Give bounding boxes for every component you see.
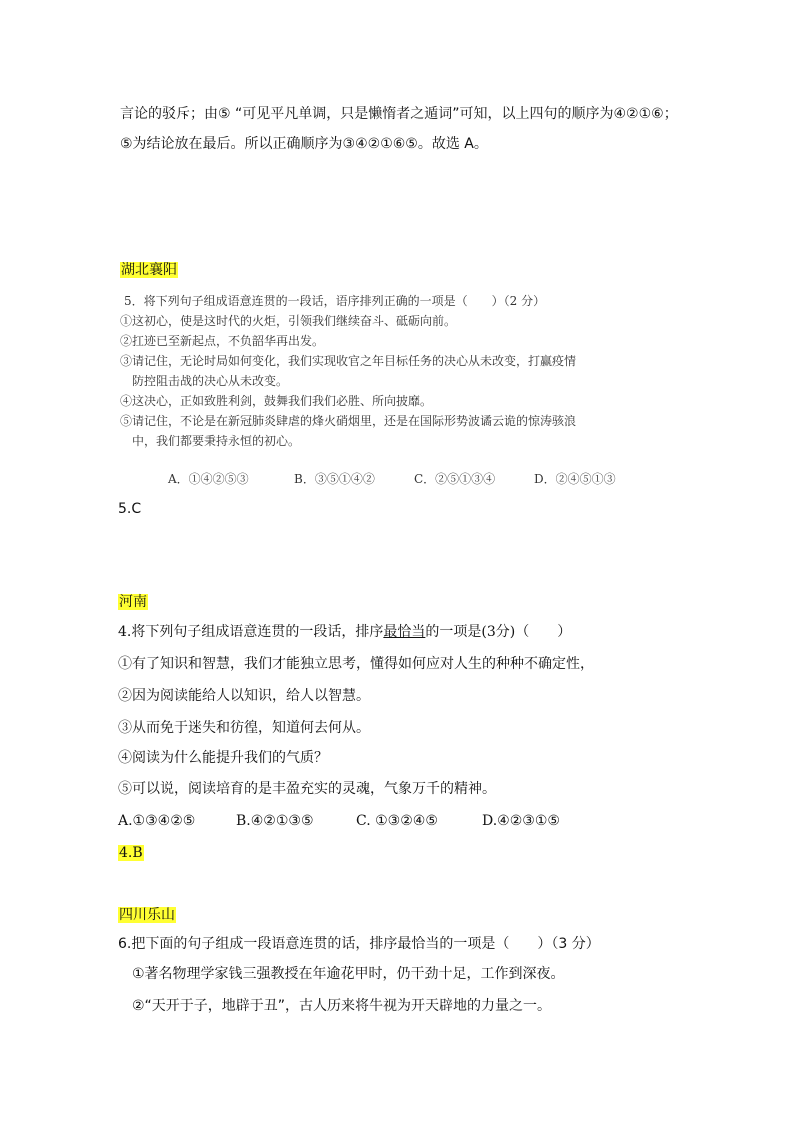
region-highlight: 河南 <box>119 594 147 610</box>
answer-henan <box>118 843 144 863</box>
scan-question: 5．将下列句子组成语意连贯的一段话，语序排列正确的一项是（ ）（2 分） <box>124 294 546 308</box>
intro-line-1: 言论的驳斥；由⑤ “可见平凡单调，只是懒惰者之遁词”可知，以上四句的顺序为④②①⑥； <box>120 106 678 122</box>
sentence-item: ②因为阅读能给人以知识，给人以智慧。 <box>118 688 370 704</box>
scan-sentence: ③请记住，无论时局如何变化，我们实现收官之年目标任务的决心从未改变，打赢疫情 <box>120 354 577 368</box>
option-d: D.④②③①⑤ <box>482 813 560 829</box>
region-highlight: 四川乐山 <box>119 907 175 923</box>
answer-highlight: 4.B <box>119 845 143 861</box>
scan-sentence: 防控阻击战的决心从未改变。 <box>120 374 289 388</box>
sentence-item: ④阅读为什么能提升我们的气质？ <box>118 750 328 766</box>
scan-option: D．②④⑤①③ <box>534 472 616 486</box>
region-label-sichuan <box>118 905 176 925</box>
sentence-item: ①有了知识和智慧，我们才能独立思考，懂得如何应对人生的种种不确定性， <box>118 656 594 672</box>
question-text: 的一项是(3分)（ ） <box>425 624 572 640</box>
scan-sentence: ④这决心，正如致胜利剑，鼓舞我们我们必胜、所向披靡。 <box>120 394 433 408</box>
scan-option: C．②⑤①③④ <box>414 472 496 486</box>
option-c: C. ①③②④⑤ <box>356 813 438 829</box>
question-keyword: 最恰当 <box>383 624 426 640</box>
sentence-item: ③从而免于迷失和彷徨，知道何去何从。 <box>118 720 370 736</box>
question-sichuan: 6.把下面的句子组成一段语意连贯的话，排序最恰当的一项是（ ）（3 分） <box>118 936 600 952</box>
sentence-item: ⑤可以说，阅读培育的是丰盈充实的灵魂，气象万千的精神。 <box>118 781 496 797</box>
scan-option: B．③⑤①④② <box>294 472 375 486</box>
option-a: A.①③④②⑤ <box>118 813 196 829</box>
scan-sentence: ⑤请记住，不论是在新冠肺炎肆虐的烽火硝烟里，还是在国际形势波谲云诡的惊涛骇浪 <box>120 414 577 428</box>
question-henan <box>118 622 571 642</box>
scanned-question-image <box>120 288 640 488</box>
option-b: B.④②①③⑤ <box>236 813 314 829</box>
scan-option: A．①④②⑤③ <box>168 472 249 486</box>
region-label-hubei <box>120 260 178 280</box>
region-label-henan <box>118 592 148 612</box>
intro-line-2: ⑤为结论放在最后。所以正确顺序为③④②①⑥⑤。故选 A。 <box>120 136 488 152</box>
sentence-item: ②“天开于子，地辟于丑”，古人历来将牛视为开天辟地的力量之一。 <box>132 998 552 1014</box>
answer-hubei: 5.C <box>118 501 142 517</box>
question-text: 4.将下列句子组成语意连贯的一段话，排序 <box>118 624 384 640</box>
scan-sentence: ①这初心，使是这时代的火炬，引领我们继续奋斗、砥砺向前。 <box>120 314 457 328</box>
scan-sentence: 中，我们都要秉持永恒的初心。 <box>120 434 301 448</box>
scan-sentence: ②扛迹已至新起点，不负韶华再出发。 <box>120 334 325 348</box>
sentence-item: ①著名物理学家钱三强教授在年逾花甲时，仍干劲十足，工作到深夜。 <box>132 966 565 982</box>
region-highlight: 湖北襄阳 <box>121 262 177 278</box>
